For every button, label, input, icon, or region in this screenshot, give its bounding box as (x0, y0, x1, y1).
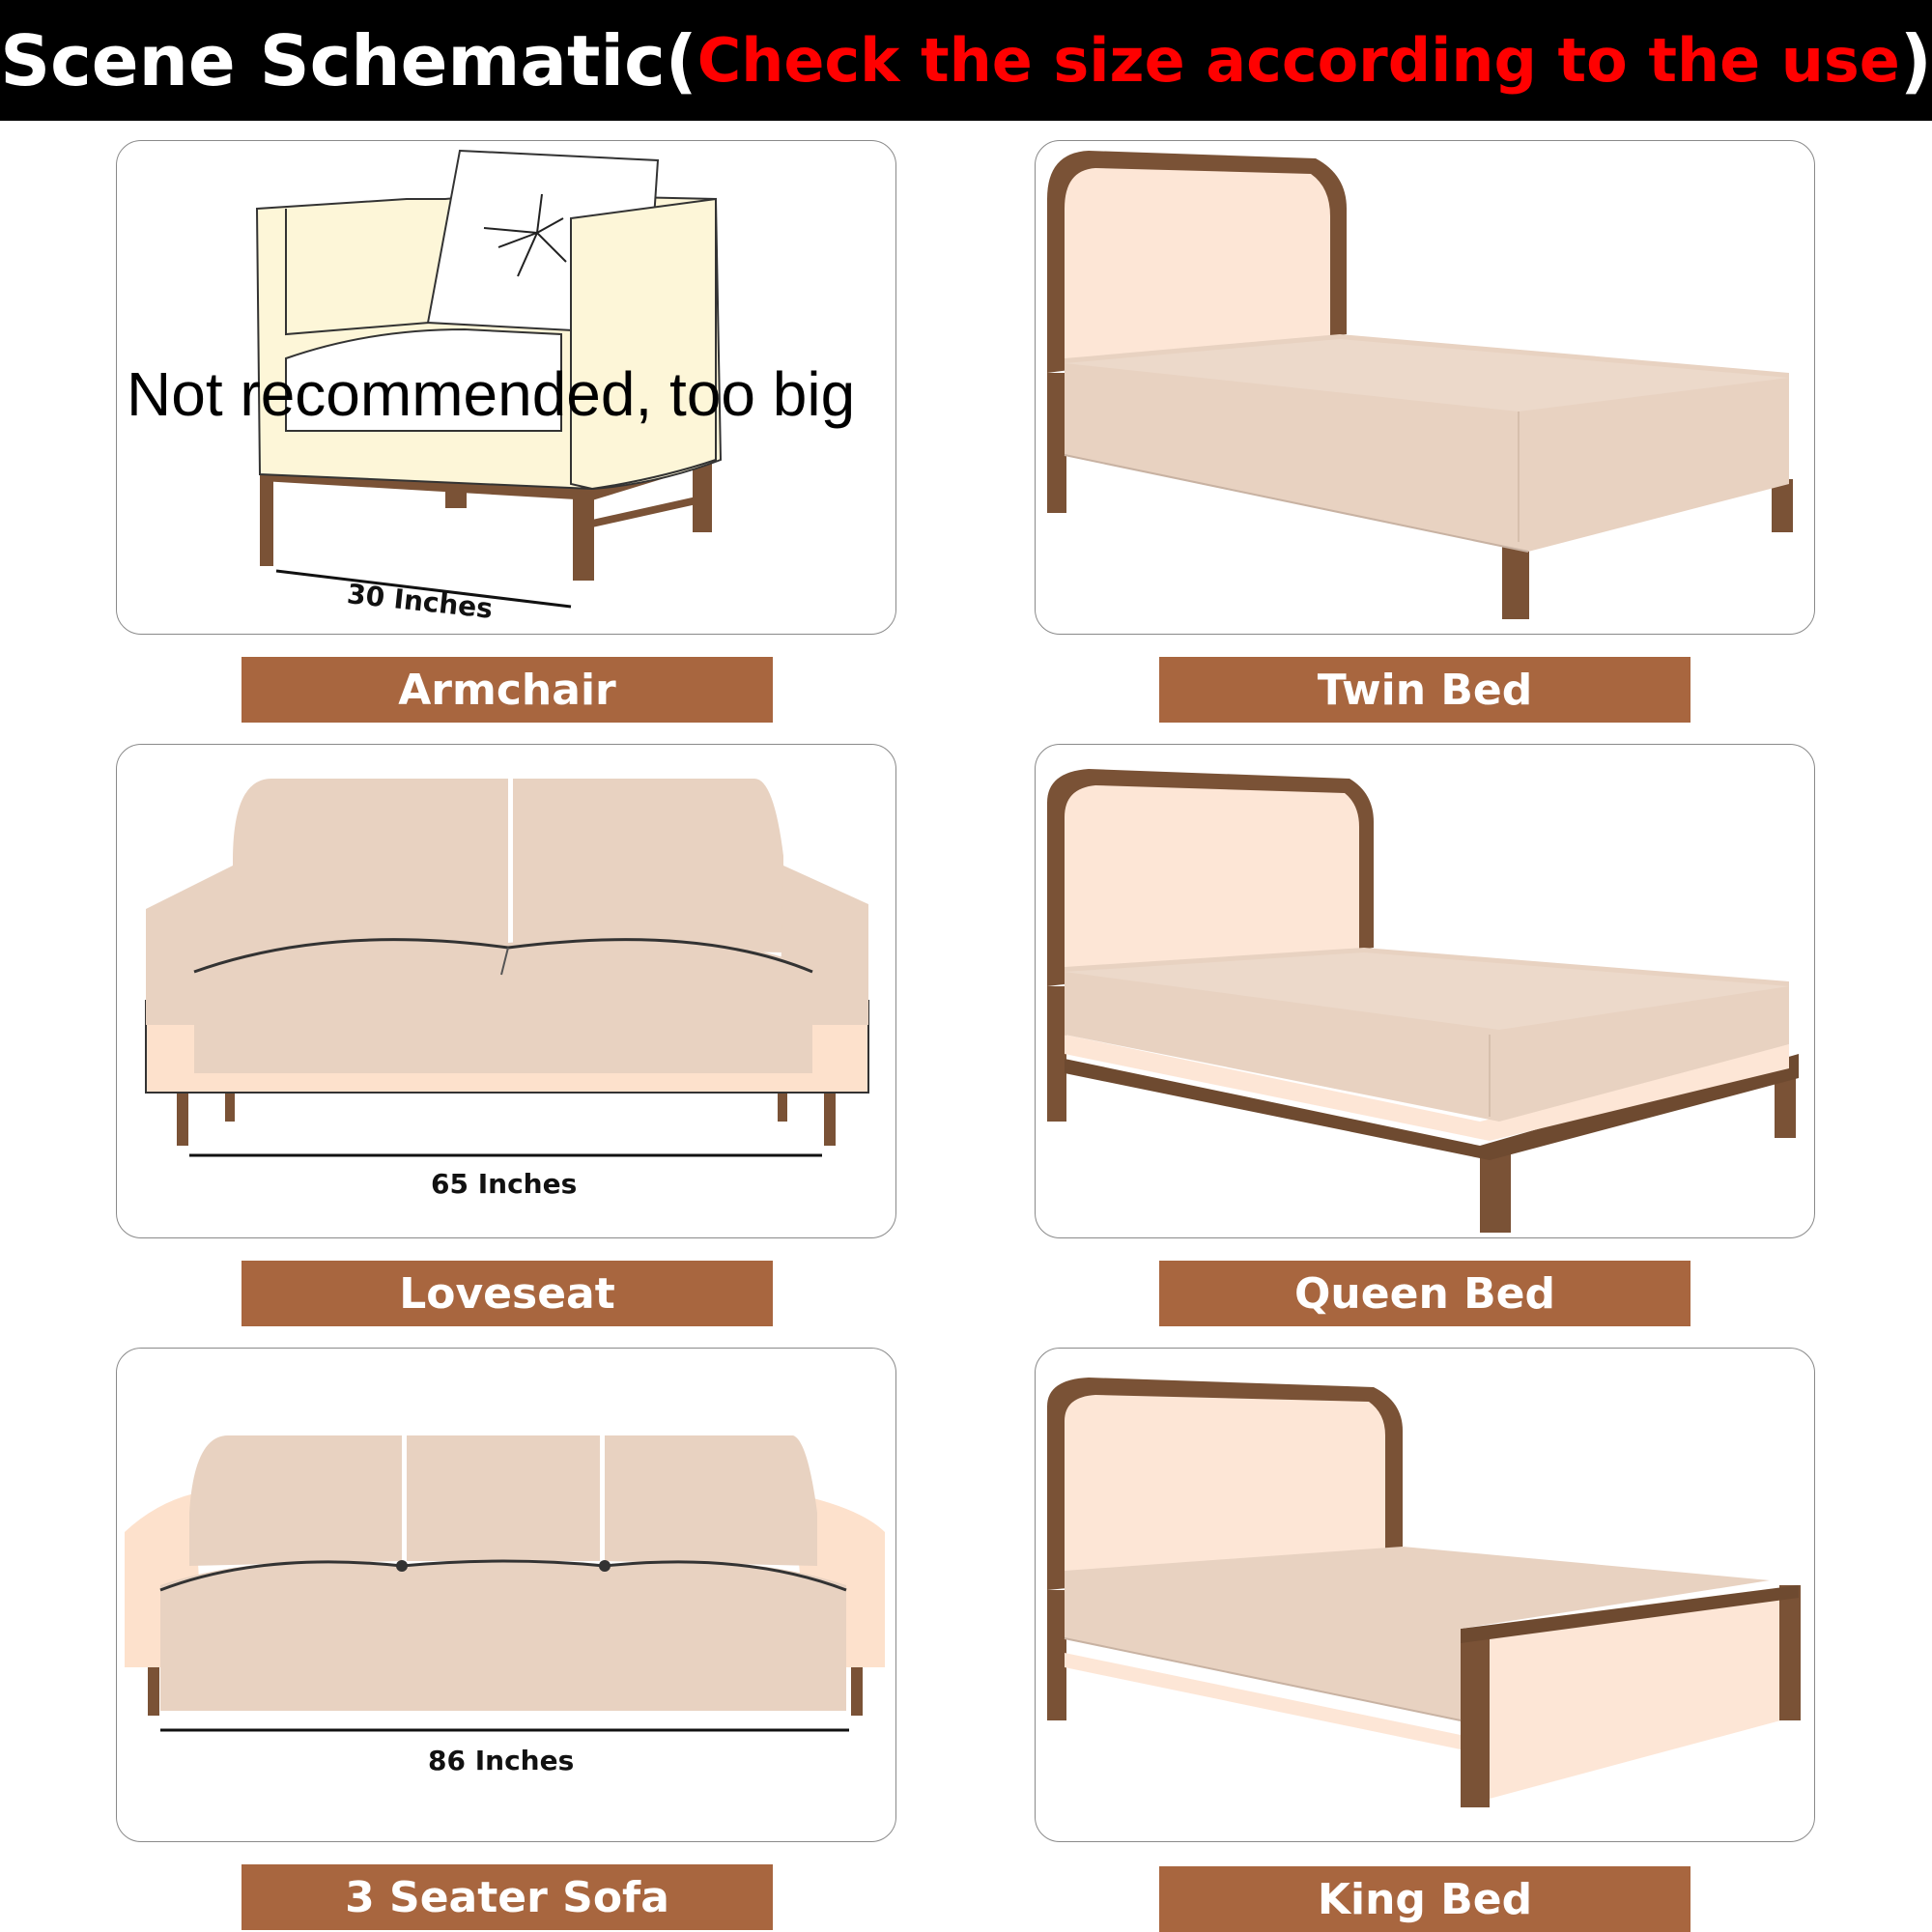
label-twin-bed: Twin Bed (1159, 657, 1690, 723)
label-queen-bed: Queen Bed (1159, 1261, 1690, 1326)
panel-armchair (116, 140, 896, 635)
label-armchair: Armchair (242, 657, 773, 723)
header-title: Scene Schematic( (0, 19, 697, 101)
panel-3-seater-sofa (116, 1348, 896, 1842)
queen-bed-illustration (1036, 745, 1815, 1238)
panel-king-bed (1035, 1348, 1815, 1842)
twin-bed-illustration (1036, 141, 1815, 635)
label-loveseat: Loveseat (242, 1261, 773, 1326)
loveseat-measurement: 65 Inches (431, 1168, 578, 1200)
header-close-paren: ) (1899, 19, 1932, 101)
panel-queen-bed (1035, 744, 1815, 1238)
sofa-measurement: 86 Inches (428, 1745, 575, 1776)
armchair-warning-note: Not recommended, too big (127, 359, 856, 429)
header-highlight: Check the size according to the use (696, 25, 1900, 96)
armchair-measurement: 30 Inches (345, 578, 495, 625)
panel-twin-bed (1035, 140, 1815, 635)
king-bed-illustration (1036, 1349, 1815, 1842)
label-king-bed: King Bed (1159, 1866, 1690, 1932)
label-3-seater-sofa: 3 Seater Sofa (242, 1864, 773, 1930)
loveseat-illustration (117, 745, 896, 1238)
panel-loveseat (116, 744, 896, 1238)
page-header (0, 0, 1932, 121)
